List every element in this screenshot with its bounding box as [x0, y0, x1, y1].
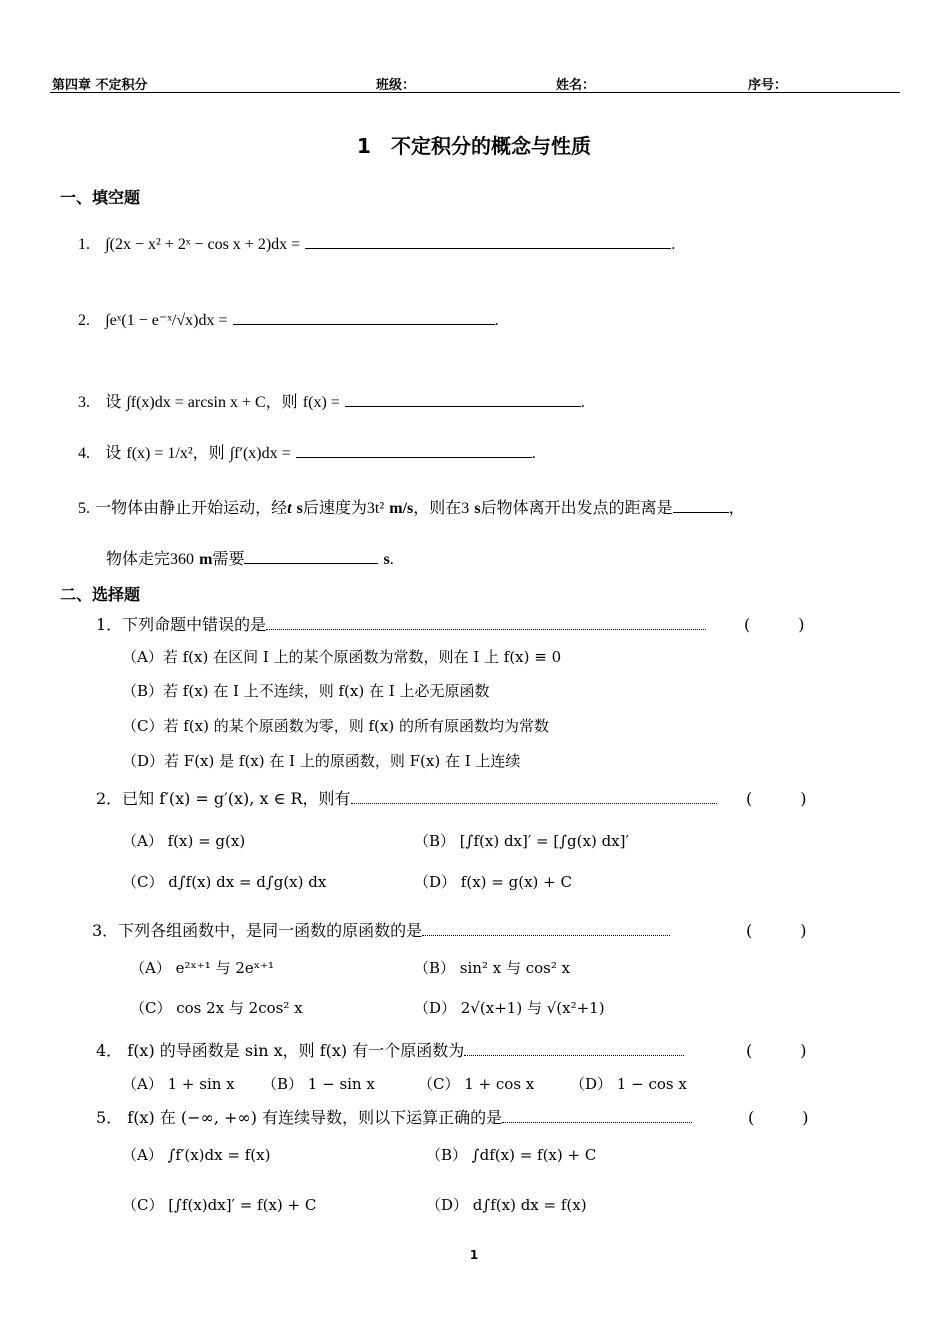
- choice-q5-leader: [502, 1108, 692, 1123]
- header-class-label: 班级：: [376, 78, 416, 93]
- choice-q1-stem-text: 1．下列命题中错误的是: [96, 615, 267, 634]
- choice-q1-option-c[interactable]: （C）若 f(x) 的某个原函数为零，则 f(x) 的所有原函数均为常数: [122, 717, 549, 735]
- choice-heading: 二、选择题: [60, 585, 141, 604]
- fill-q5-comma: ，: [728, 498, 745, 517]
- fill-q3-blank[interactable]: [345, 392, 581, 407]
- fill-q4-ask: ∫f′(x)dx =: [229, 445, 291, 462]
- fill-q1: [78, 234, 675, 254]
- choice-q1-stem: [96, 612, 706, 635]
- fill-q1-blank[interactable]: [305, 234, 671, 249]
- fill-q5-text-d: 后物体离开出发点的距离是: [480, 498, 673, 517]
- choice-q5-option-c[interactable]: （C） [∫f(x)dx]′ = f(x) + C: [122, 1196, 317, 1214]
- fill-q3-mid: ，则: [265, 392, 298, 411]
- fill-q3-pre: 设: [105, 392, 122, 411]
- fill-q5-s-unit: s: [296, 500, 303, 517]
- fill-q1-end: .: [671, 236, 676, 253]
- choice-q4-option-c[interactable]: （C） 1 + cos x: [418, 1075, 535, 1093]
- header-seq-label: 序号：: [748, 78, 788, 93]
- fill-q5-speed-unit: m/s: [389, 500, 414, 517]
- choice-q2-option-d[interactable]: （D） f(x) = g(x) + C: [414, 873, 572, 891]
- header-chapter: 第四章 不定积分: [52, 78, 148, 93]
- fill-q4-pre: 设: [105, 443, 122, 462]
- choice-q3-leader: [422, 921, 670, 936]
- fill-q3-expr: ∫f(x)dx = arcsin x + C: [126, 394, 266, 411]
- fill-q5-line1: [78, 495, 745, 518]
- choice-q5-answer[interactable]: ( ): [748, 1108, 809, 1127]
- fill-q5-three: 3: [461, 500, 470, 517]
- fill-heading: 一、填空题: [60, 188, 141, 207]
- fill-q5-t: t: [287, 500, 292, 517]
- choice-q1-answer[interactable]: ( ): [744, 615, 805, 634]
- choice-q2-answer[interactable]: ( ): [746, 789, 807, 808]
- choice-q3-option-a[interactable]: （A） e²ˣ⁺¹ 与 2eˣ⁺¹: [130, 959, 275, 977]
- choice-q1-option-d[interactable]: （D）若 F(x) 是 f(x) 在 I 上的原函数，则 F(x) 在 I 上连续: [122, 752, 521, 770]
- choice-q5-option-d[interactable]: （D） d∫f(x) dx = f(x): [426, 1196, 587, 1214]
- fill-q5-line2-b: 需要: [212, 549, 245, 568]
- fill-q2-expr: ∫eˣ(1 − e⁻ˣ/√x)dx =: [105, 312, 228, 329]
- fill-q3-ask: f(x) =: [302, 394, 340, 411]
- header-rule: [50, 92, 900, 93]
- choice-q3-stem: [92, 918, 670, 941]
- fill-q2-blank[interactable]: [233, 310, 495, 325]
- fill-q4: [78, 440, 536, 463]
- fill-q5-blank-2[interactable]: [244, 549, 378, 564]
- fill-q3-num: 3.: [78, 394, 90, 411]
- page-title: 1 不定积分的概念与性质: [357, 134, 591, 158]
- choice-q4-option-b[interactable]: （B） 1 − sin x: [262, 1075, 375, 1093]
- fill-q4-num: 4.: [78, 445, 90, 462]
- page-number: 1: [469, 1248, 479, 1262]
- choice-q3-option-d[interactable]: （D） 2√(x+1) 与 √(x²+1): [414, 999, 605, 1017]
- fill-q5-num: 5.: [78, 500, 90, 517]
- choice-q4-option-d[interactable]: （D） 1 − cos x: [570, 1075, 687, 1093]
- fill-q2-num: 2.: [78, 312, 90, 329]
- choice-q4-leader: [464, 1041, 684, 1056]
- choice-q5-option-a[interactable]: （A） ∫f′(x)dx = f(x): [122, 1146, 271, 1164]
- fill-q1-expr: ∫(2x − x² + 2ˣ − cos x + 2)dx =: [105, 236, 301, 253]
- choice-q1-option-a[interactable]: （A）若 f(x) 在区间 I 上的某个原函数为常数，则在 I 上 f(x) ≡ 0: [122, 648, 562, 666]
- choice-q4-option-a[interactable]: （A） 1 + sin x: [122, 1075, 235, 1093]
- choice-q5-stem: [96, 1105, 692, 1128]
- fill-q2: [78, 310, 499, 330]
- choice-q2-stem: [96, 786, 717, 809]
- fill-q5-text-a: 一物体由静止开始运动，经: [95, 498, 288, 517]
- fill-q4-mid: ，则: [192, 443, 225, 462]
- choice-q1-leader: [266, 615, 706, 630]
- choice-q4-stem-text: 4． f(x) 的导函数是 sin x，则 f(x) 有一个原函数为: [96, 1041, 465, 1060]
- choice-q2-leader: [351, 789, 717, 804]
- fill-q4-blank[interactable]: [296, 443, 532, 458]
- choice-q3-stem-text: 3．下列各组函数中，是同一函数的原函数的是: [92, 921, 423, 940]
- fill-q5-text-c: ，则在: [413, 498, 462, 517]
- choice-q5-stem-text: 5． f(x) 在 (−∞, +∞) 有连续导数，则以下运算正确的是: [96, 1108, 503, 1127]
- fill-q5-text-b: 后速度为: [302, 498, 367, 517]
- fill-q5-line2-a: 物体走完: [106, 549, 171, 568]
- choice-q4-answer[interactable]: ( ): [746, 1041, 807, 1060]
- choice-q2-option-a[interactable]: （A） f(x) = g(x): [122, 832, 246, 850]
- fill-q5-s-unit-2: s: [474, 500, 481, 517]
- choice-q3-option-b[interactable]: （B） sin² x 与 cos² x: [414, 959, 571, 977]
- choice-q1-option-b[interactable]: （B）若 f(x) 在 I 上不连续，则 f(x) 在 I 上必无原函数: [122, 682, 490, 700]
- fill-q5-dist: 360: [170, 551, 195, 568]
- fill-q5-speed: 3t²: [366, 500, 385, 517]
- fill-q1-num: 1.: [78, 236, 90, 253]
- choice-q3-option-c[interactable]: （C） cos 2x 与 2cos² x: [130, 999, 303, 1017]
- choice-q4-stem: [96, 1038, 684, 1061]
- fill-q5-line2: [106, 546, 394, 569]
- fill-q2-end: .: [494, 312, 499, 329]
- fill-q3: [78, 389, 585, 412]
- fill-q3-end: .: [580, 394, 585, 411]
- choice-q2-option-b[interactable]: （B） [∫f(x) dx]′ = [∫g(x) dx]′: [414, 832, 629, 850]
- header-name-label: 姓名：: [556, 78, 596, 93]
- fill-q5-m-unit: m: [199, 551, 213, 568]
- choice-q3-answer[interactable]: ( ): [746, 921, 807, 940]
- fill-q4-end: .: [531, 445, 536, 462]
- fill-q5-period: .: [389, 551, 394, 568]
- fill-q4-expr: f(x) = 1/x²: [126, 445, 193, 462]
- fill-q5-end-unit: s: [383, 551, 390, 568]
- choice-q5-option-b[interactable]: （B） ∫df(x) = f(x) + C: [426, 1146, 597, 1164]
- fill-q5-blank-1[interactable]: [673, 498, 729, 513]
- choice-q2-stem-text: 2．已知 f′(x) = g′(x), x ∈ R，则有: [96, 789, 351, 808]
- choice-q2-option-c[interactable]: （C） d∫f(x) dx = d∫g(x) dx: [122, 873, 327, 891]
